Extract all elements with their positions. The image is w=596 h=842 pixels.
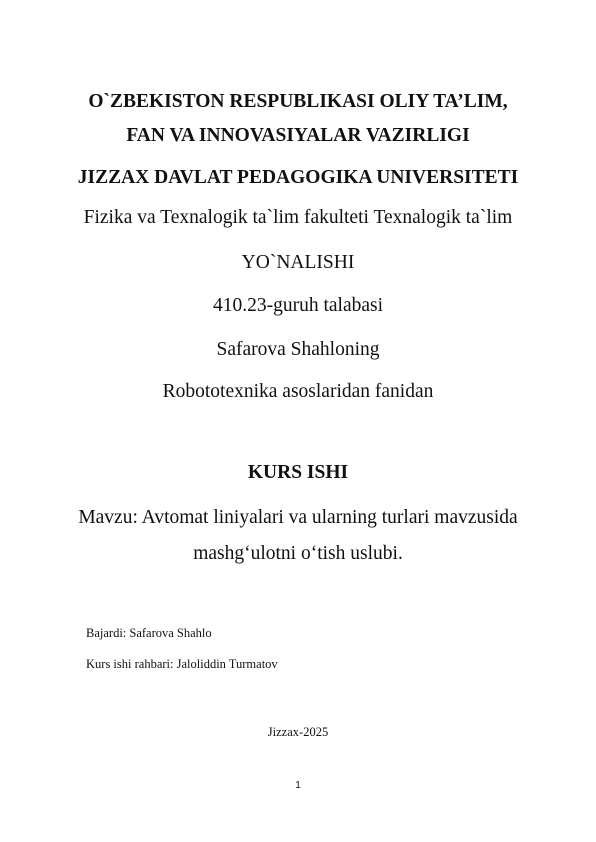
ministry-title-line-2: FAN VA INNOVASIYALAR VAZIRLIGI xyxy=(126,125,470,146)
subject-name: Robototexnika asoslaridan fanidan xyxy=(162,381,434,402)
work-type-title: KURS ISHI xyxy=(247,462,349,483)
topic-line-1: Mavzu: Avtomat liniyalari va ularning turlari mavzusida xyxy=(78,507,518,528)
ministry-title-line-1: O`ZBEKISTON RESPUBLIKASI OLIY TA’LIM, xyxy=(88,91,508,112)
university-title: JIZZAX DAVLAT PEDAGOGIKA UNIVERSITETI xyxy=(77,167,519,188)
student-name: Safarova Shahloning xyxy=(216,339,380,360)
faculty-line-1: Fizika va Texnalogik ta`lim fakulteti Texnalogik ta`lim xyxy=(83,207,513,228)
faculty-line-2: YO`NALISHI xyxy=(241,252,355,273)
supervisor-credit: Kurs ishi rahbari: Jaloliddin Turmatov xyxy=(86,657,278,671)
city-year: Jizzax-2025 xyxy=(267,725,329,739)
page-number: 1 xyxy=(295,780,301,791)
author-credit: Bajardi: Safarova Shahlo xyxy=(86,626,212,640)
student-group: 410.23-guruh talabasi xyxy=(212,295,384,316)
topic-line-2: mashg‘ulotni o‘tish uslubi. xyxy=(193,543,403,564)
